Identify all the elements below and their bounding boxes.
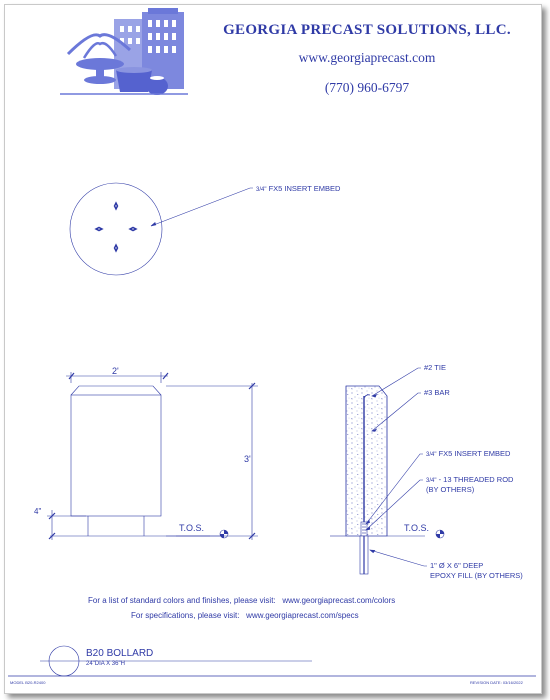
- revision-date: REVISION DATE: 03/16/2022: [470, 680, 523, 685]
- section-view: [330, 368, 430, 574]
- tie-label: #2 TIE: [424, 363, 446, 372]
- threaded-rod-fraction: 3/4": [426, 478, 437, 484]
- section-body: [346, 386, 387, 536]
- bar-label: #3 BAR: [424, 388, 450, 397]
- company-phone: (770) 960-6797: [324, 80, 410, 95]
- specs-line: [131, 611, 359, 620]
- model-code: MODEL B20-R2400: [10, 680, 46, 685]
- colors-link[interactable]: www.georgiaprecast.com/colors: [282, 596, 396, 605]
- plan-insert-text: FX5 INSERT EMBED: [268, 184, 341, 193]
- section-tos-symbol: [436, 530, 444, 538]
- colors-line: [88, 596, 395, 605]
- plan-view: [70, 183, 253, 275]
- section-insert-text: FX5 INSERT EMBED: [438, 449, 511, 458]
- specs-link[interactable]: www.georgiaprecast.com/specs: [246, 611, 359, 620]
- plan-view-circle: [70, 183, 162, 275]
- company-website[interactable]: www.georgiaprecast.com: [298, 50, 436, 65]
- insert-symbol-top: [114, 202, 118, 210]
- drawing-title: B20 BOLLARD: [86, 648, 154, 659]
- section-insert-fraction: 3/4": [426, 452, 437, 458]
- epoxy-label-line1: 1" Ø X 6" DEEP: [430, 561, 484, 570]
- threaded-rod-note: (BY OTHERS): [426, 485, 475, 494]
- insert-symbol-right: [129, 227, 137, 231]
- plan-insert-label: [256, 184, 340, 195]
- width-dimension-label: 2': [112, 366, 119, 376]
- bollard-body: [71, 395, 161, 516]
- bollard-top-bevel: [71, 386, 161, 395]
- insert-symbol-left: [95, 227, 103, 231]
- threaded-rod-text: - 13 THREADED ROD: [438, 475, 514, 484]
- elevation-view: [47, 372, 258, 540]
- section-insert-label: [426, 449, 510, 460]
- epoxy-label-line2: EPOXY FILL (BY OTHERS): [430, 571, 523, 580]
- company-logo: [60, 8, 188, 95]
- colors-prefix: For a list of standard colors and finishes, please visit:: [88, 596, 276, 605]
- elevation-tos-symbol: [220, 530, 228, 538]
- height-dimension-label: 3': [244, 454, 251, 464]
- company-name: GEORGIA PRECAST SOLUTIONS, LLC.: [223, 22, 511, 38]
- insert-leader-line: [151, 188, 253, 226]
- base-dimension-label: 4": [34, 507, 42, 516]
- insert-symbol-bottom: [114, 244, 118, 252]
- elevation-tos-label: T.O.S.: [179, 523, 205, 533]
- specs-prefix: For specifications, please visit:: [131, 611, 240, 620]
- drawing-subtitle: 24"DIA X 36"H: [86, 661, 125, 667]
- plan-insert-fraction: 3/4": [256, 187, 267, 193]
- section-tos-label: T.O.S.: [404, 523, 430, 533]
